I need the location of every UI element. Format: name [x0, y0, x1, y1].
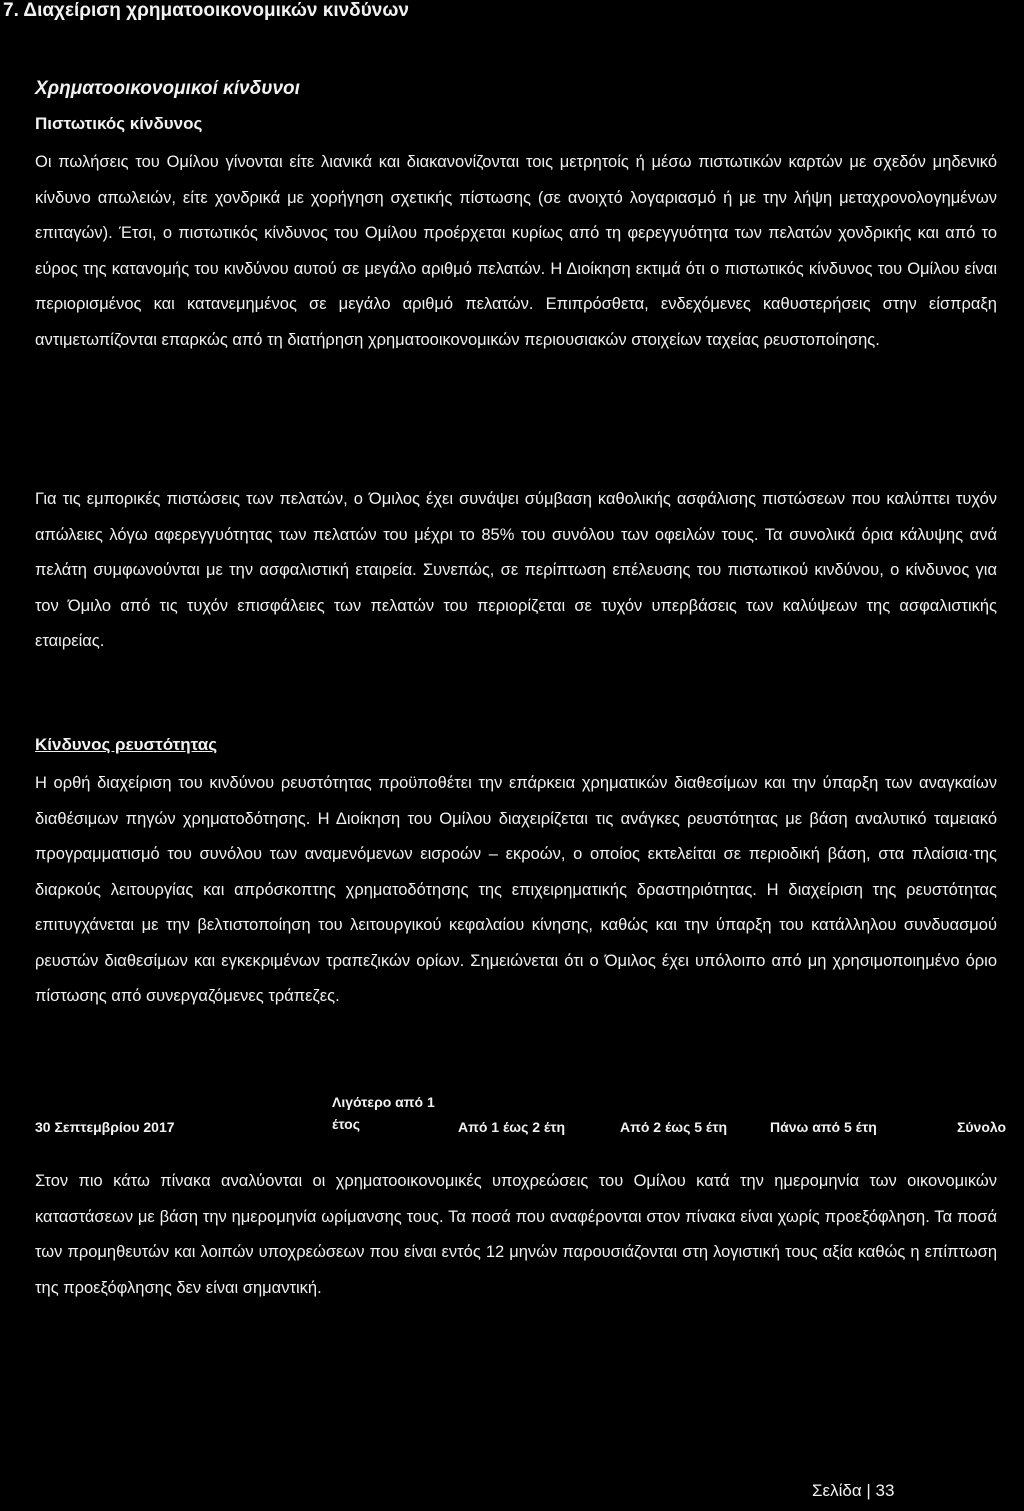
- table-header-1-to-2-years: Από 1 έως 2 έτη: [458, 1119, 566, 1135]
- table-header-2-to-5-years: Από 2 έως 5 έτη: [620, 1119, 728, 1135]
- maturity-table-header: [35, 1085, 1023, 1135]
- table-header-date: 30 Σεπτεμβρίου 2017: [35, 1119, 175, 1135]
- liquidity-risk-paragraph-1: Η ορθή διαχείριση του κινδύνου ρευστότητας προϋποθέτει την επάρκεια χρηματικών διαθεσίμων και την ύπαρξη των αναγκαίων διαθέσιμων πηγών χρηματοδότησης. Η Διοίκηση του Ομίλου διαχειρίζεται τις ανάγκες ρευστότητας με βάση αναλυτικό ταμειακό προγραμματισμό του συνόλου των αναμενόμενων εισροών – εκροών, ο οποίος εκτελείται σε περιοδική βάση, στα πλαίσια·της διαρκούς λειτουργίας και απρόσκοπτης χρηματοδότησης της επιχειρηματικής δραστηριότητας. Η διαχείριση της ρευστότητας επιτυγχάνεται με την βελτιστοποίηση του λειτουργικού κεφαλαίου κίνησης, καθώς και την ύπαρξη του κατάλληλου συνδυασμού ρευστών διαθεσίμων και εγκεκριμένων τραπεζικών ορίων. Σημειώνεται ότι ο Όμιλος έχει υπόλοιπο από μη χρησιμοποιημένο όριο πίστωσης από συνεργαζόμενες τράπεζες.: [35, 774, 997, 1005]
- section-title: 7. Διαχείριση χρηματοοικονομικών κινδύνων: [3, 0, 409, 21]
- page-number: Σελίδα | 33: [812, 1481, 895, 1500]
- credit-risk-paragraph-2: Για τις εμπορικές πιστώσεις των πελατών, ο Όμιλος έχει συνάψει σύμβαση καθολικής ασφάλισης πιστώσεων που καλύπτει τυχόν απώλειες λόγω αφερεγγυότητας των πελατών του μέχρι το 85% του συνόλου των οφειλών τους. Τα συνολικά όρια κάλυψης ανά πελάτη συμφωνούνται με την ασφαλιστική εταιρεία. Συνεπώς, σε περίπτωση επέλευσης του πιστωτικού κινδύνου, ο κίνδυνος για τον Όμιλο από τις τυχόν επισφάλειες των πελατών του περιορίζεται σε τυχόν υπερβάσεις των καλύψεων της ασφαλιστικής εταιρείας.: [35, 490, 997, 650]
- table-header-less-than-1-year: Λιγότερο από 1 έτος: [332, 1094, 435, 1132]
- table-header-over-5-years: Πάνω από 5 έτη: [770, 1119, 877, 1135]
- credit-risk-heading: Πιστωτικός κίνδυνος: [35, 114, 203, 133]
- liquidity-risk-paragraph-2: Στον πιο κάτω πίνακα αναλύονται οι χρηματοοικονομικές υποχρεώσεις του Ομίλου κατά την ημερομηνία των οικονομικών καταστάσεων με βάση την ημερομηνία ωρίμανσης τους. Τα ποσά που αναφέρονται στον πίνακα είναι χωρίς προεξόφληση. Τα ποσά των προμηθευτών και λοιπών υποχρεώσεων που είναι εντός 12 μηνών παρουσιάζονται στη λογιστική τους αξία καθώς η επίπτωση της προεξόφλησης δεν είναι σημαντική.: [35, 1172, 997, 1297]
- subtitle: Χρηματοοικονομικοί κίνδυνοι: [35, 78, 300, 99]
- table-header-total: Σύνολο: [957, 1119, 1007, 1135]
- credit-risk-paragraph-1: Οι πωλήσεις του Ομίλου γίνονται είτε λιανικά και διακανονίζονται τοις μετρητοίς ή μέσω πιστωτικών καρτών με σχεδόν μηδενικό κίνδυνο απωλειών, είτε χονδρικά με χορήγηση σχετικής πίστωσης (σε ανοιχτό λογαριασμό ή με την λήψη μεταχρονολογημένων επιταγών). Έτσι, ο πιστωτικός κίνδυνος του Ομίλου προέρχεται κυρίως από τη φερεγγυότητα των πελατών χονδρικής και από το εύρος της κατανομής του κινδύνου αυτού σε μεγάλο αριθμό πελατών. Η Διοίκηση εκτιμά ότι ο πιστωτικός κίνδυνος του Ομίλου είναι περιορισμένος και κατανεμημένος σε μεγάλο αριθμό πελατών. Επιπρόσθετα, ενδεχόμενες καθυστερήσεις στην είσπραξη αντιμετωπίζονται επαρκώς από τη διατήρηση χρηματοοικονομικών περιουσιακών στοιχείων ταχείας ρευστοποίησης.: [35, 153, 997, 349]
- liquidity-risk-heading: Κίνδυνος ρευστότητας: [35, 735, 218, 754]
